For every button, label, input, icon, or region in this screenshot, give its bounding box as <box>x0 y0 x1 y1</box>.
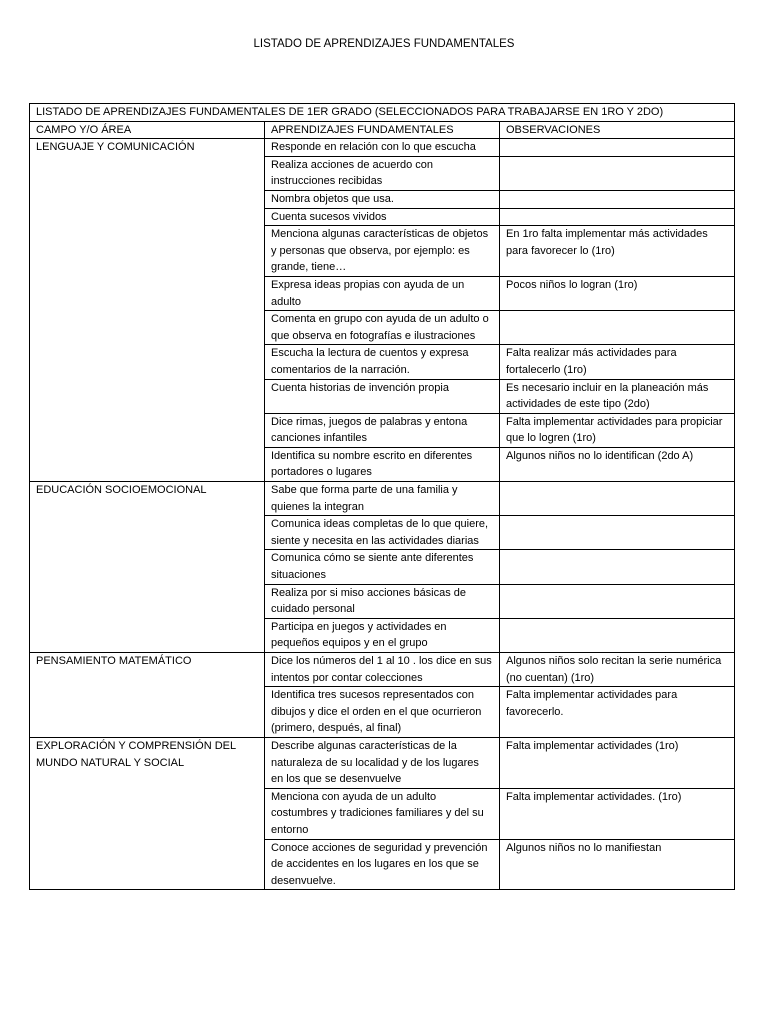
observation-cell <box>500 584 735 618</box>
learning-cell: Comenta en grupo con ayuda de un adulto o que observa en fotografías e ilustraciones <box>265 311 500 345</box>
learning-cell: Comunica ideas completas de lo que quiere, siente y necesita en las actividades diarias <box>265 516 500 550</box>
observation-cell <box>500 190 735 208</box>
table-caption: LISTADO DE APRENDIZAJES FUNDAMENTALES DE 1ER GRADO (SELECCIONADOS PARA TRABAJARSE EN 1RO Y 2DO) <box>30 104 735 122</box>
observation-cell: Falta implementar actividades para propiciar que lo logren (1ro) <box>500 413 735 447</box>
learning-cell: Sabe que forma parte de una familia y quienes la integran <box>265 482 500 516</box>
observation-cell: Falta realizar más actividades para fortalecerlo (1ro) <box>500 345 735 379</box>
header-area: CAMPO Y/O ÁREA <box>30 121 265 139</box>
learning-cell: Comunica cómo se siente ante diferentes situaciones <box>265 550 500 584</box>
header-learning: APRENDIZAJES FUNDAMENTALES <box>265 121 500 139</box>
observation-cell: Algunos niños no lo manifiestan <box>500 839 735 890</box>
observation-cell: Algunos niños solo recitan la serie numérica (no cuentan) (1ro) <box>500 653 735 687</box>
observation-cell: Pocos niños lo logran (1ro) <box>500 276 735 310</box>
observation-cell: Falta implementar actividades. (1ro) <box>500 788 735 839</box>
observation-cell <box>500 208 735 226</box>
learning-cell: Menciona algunas características de objetos y personas que observa, por ejemplo: es grande, tiene… <box>265 226 500 277</box>
page-title: LISTADO DE APRENDIZAJES FUNDAMENTALES <box>253 38 515 50</box>
observation-cell: En 1ro falta implementar más actividades para favorecer lo (1ro) <box>500 226 735 277</box>
learning-cell: Conoce acciones de seguridad y prevención de accidentes en los lugares en los que se desenvuelve. <box>265 839 500 890</box>
learning-cell: Realiza por si miso acciones básicas de cuidado personal <box>265 584 500 618</box>
learning-table <box>29 103 735 890</box>
observation-cell: Algunos niños no lo identifican (2do A) <box>500 447 735 481</box>
learning-cell: Nombra objetos que usa. <box>265 190 500 208</box>
learning-cell: Escucha la lectura de cuentos y expresa comentarios de la narración. <box>265 345 500 379</box>
observation-cell <box>500 550 735 584</box>
area-cell: EXPLORACIÓN Y COMPRENSIÓN DEL MUNDO NATURAL Y SOCIAL <box>30 737 265 889</box>
learning-cell: Cuenta sucesos vividos <box>265 208 500 226</box>
observation-cell: Falta implementar actividades (1ro) <box>500 737 735 788</box>
observation-cell <box>500 139 735 157</box>
area-cell: EDUCACIÓN SOCIOEMOCIONAL <box>30 482 265 653</box>
learning-cell: Cuenta historias de invención propia <box>265 379 500 413</box>
observation-cell <box>500 311 735 345</box>
learning-cell: Identifica tres sucesos representados con dibujos y dice el orden en el que ocurrieron (primero, después, al final) <box>265 687 500 738</box>
table-header-row <box>30 121 735 139</box>
table-row <box>30 139 735 157</box>
observation-cell <box>500 516 735 550</box>
observation-cell: Falta implementar actividades para favorecerlo. <box>500 687 735 738</box>
learning-cell: Menciona con ayuda de un adulto costumbres y tradiciones familiares y del su entorno <box>265 788 500 839</box>
observation-cell <box>500 482 735 516</box>
area-cell: PENSAMIENTO MATEMÁTICO <box>30 653 265 738</box>
table-body <box>30 104 735 890</box>
learning-cell: Identifica su nombre escrito en diferentes portadores o lugares <box>265 447 500 481</box>
learning-cell: Describe algunas características de la naturaleza de su localidad y de los lugares en los que se desenvuelve <box>265 737 500 788</box>
table-row <box>30 653 735 687</box>
learning-cell: Realiza acciones de acuerdo con instrucciones recibidas <box>265 156 500 190</box>
table-caption-row <box>30 104 735 122</box>
observation-cell: Es necesario incluir en la planeación más actividades de este tipo (2do) <box>500 379 735 413</box>
table-row <box>30 482 735 516</box>
observation-cell <box>500 618 735 652</box>
learning-cell: Dice los números del 1 al 10 . los dice en sus intentos por contar colecciones <box>265 653 500 687</box>
observation-cell <box>500 156 735 190</box>
learning-cell: Responde en relación con lo que escucha <box>265 139 500 157</box>
learning-cell: Dice rimas, juegos de palabras y entona canciones infantiles <box>265 413 500 447</box>
learning-cell: Participa en juegos y actividades en pequeños equipos y en el grupo <box>265 618 500 652</box>
learning-cell: Expresa ideas propias con ayuda de un adulto <box>265 276 500 310</box>
header-observations: OBSERVACIONES <box>500 121 735 139</box>
area-cell: LENGUAJE Y COMUNICACIÓN <box>30 139 265 482</box>
table-row <box>30 737 735 788</box>
